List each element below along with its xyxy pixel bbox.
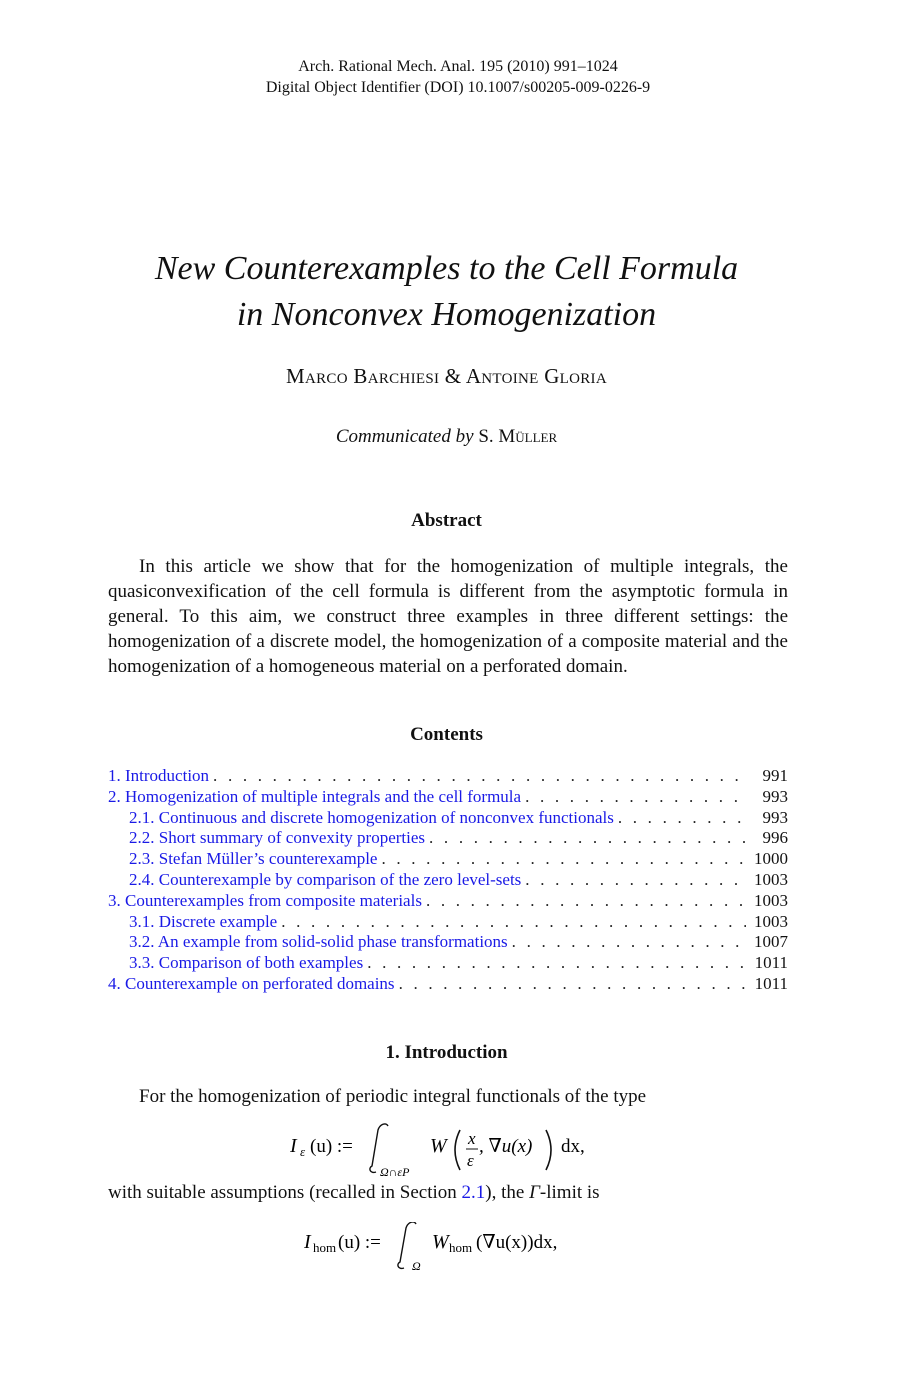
toc-leader <box>525 787 746 808</box>
toc-page: 1003 <box>754 890 788 910</box>
toc-item-3-1[interactable] <box>108 912 788 933</box>
toc-page: 993 <box>762 807 788 827</box>
eq2-W: W <box>432 1231 449 1253</box>
toc-item-composite[interactable] <box>108 891 788 912</box>
gamma-symbol: Γ <box>529 1182 540 1203</box>
toc-page: 1000 <box>754 849 788 869</box>
toc-label[interactable]: 3.2. An example from solid-solid phase transformations <box>129 932 508 952</box>
eq1-eps-sub: ε <box>300 1144 306 1159</box>
toc-item-2-3[interactable] <box>108 849 788 870</box>
eq2-arg: (u) := <box>338 1232 381 1253</box>
toc-leader <box>399 974 746 995</box>
toc-page: 1007 <box>754 932 788 952</box>
eq1-int-sub: Ω∩εP <box>380 1165 410 1178</box>
eq1-dx: dx, <box>561 1136 585 1157</box>
eq2-hom-sub: hom <box>313 1240 337 1255</box>
toc-leader <box>213 766 746 787</box>
section-heading: 1. Introduction <box>385 1042 508 1063</box>
toc-item-3-3[interactable] <box>108 953 788 974</box>
toc-item-2-2[interactable] <box>108 828 788 849</box>
eq2-int-sub: Ω <box>412 1259 421 1273</box>
toc-label[interactable]: 2. Homogenization of multiple integrals and the cell formula <box>108 786 522 806</box>
toc-page: 1011 <box>754 973 788 993</box>
journal-citation: Arch. Rational Mech. Anal. 195 (2010) 991–1024 <box>298 58 618 75</box>
eq1-I: I <box>290 1135 297 1157</box>
toc-label[interactable]: 2.2. Short summary of convexity properties <box>129 828 426 848</box>
table-of-contents <box>108 766 788 995</box>
abstract-text: In this article we show that for the homogenization of multiple integrals, the quasiconvexification of the cell formula is different from the asymptotic formula in general. To this aim, we construct three examples in three different settings: the homogenization of a discrete model, the homogenization of a composite material and the homogenization of a homogeneous material on a perforated domain. <box>108 556 788 677</box>
toc-leader <box>367 953 746 974</box>
toc-page: 1003 <box>754 911 788 931</box>
toc-leader <box>429 828 746 849</box>
toc-leader <box>618 808 746 829</box>
journal-header <box>0 56 916 98</box>
eq1-arg: (u) := <box>310 1136 353 1157</box>
toc-item-homogenization[interactable] <box>108 787 788 808</box>
title-line-1: New Counterexamples to the Cell Formula <box>154 250 739 287</box>
gamma-limit-paragraph <box>108 1182 600 1204</box>
equation-2 <box>304 1222 594 1274</box>
toc-page: 991 <box>762 766 788 785</box>
contents-heading: Contents <box>410 724 483 745</box>
toc-leader <box>512 932 746 953</box>
eq1-right-paren <box>546 1130 551 1170</box>
toc-label[interactable]: 4. Counterexample on perforated domains <box>108 973 395 993</box>
toc-page: 993 <box>762 786 788 806</box>
eq1-gradient: , ∇u(x) <box>479 1136 533 1157</box>
section-2-1-link[interactable]: 2.1 <box>461 1182 486 1203</box>
doi-line: Digital Object Identifier (DOI) 10.1007/s00205-009-0226-9 <box>265 79 651 96</box>
toc-item-perforated[interactable] <box>108 974 788 995</box>
toc-item-3-2[interactable] <box>108 932 788 953</box>
toc-item-2-1[interactable] <box>108 808 788 829</box>
paper-title <box>0 246 893 338</box>
abstract-heading: Abstract <box>411 510 482 531</box>
eq2-hom-sub2: hom <box>449 1240 473 1255</box>
toc-label[interactable]: 2.4. Counterexample by comparison of the zero level-sets <box>129 869 522 889</box>
eq1-W: W <box>430 1135 447 1157</box>
para2-text-a: with suitable assumptions (recalled in Section <box>108 1182 462 1203</box>
toc-label[interactable]: 3. Counterexamples from composite materials <box>108 890 422 910</box>
eq1-left-paren <box>455 1130 460 1170</box>
toc-label[interactable]: 1. Introduction <box>108 766 210 785</box>
toc-label[interactable]: 3.1. Discrete example <box>129 911 278 931</box>
toc-page: 1003 <box>754 869 788 889</box>
toc-leader <box>426 891 746 912</box>
authors: Marco Barchiesi & Antoine Gloria <box>285 364 607 388</box>
eq2-I: I <box>304 1231 311 1253</box>
toc-leader <box>525 870 746 891</box>
toc-item-2-4[interactable] <box>108 870 788 891</box>
toc-page: 1011 <box>754 953 788 973</box>
toc-page: 996 <box>762 828 788 848</box>
toc-label[interactable]: 2.1. Continuous and discrete homogenization of nonconvex functionals <box>129 807 614 827</box>
eq1-frac-den: ε <box>467 1151 474 1170</box>
communicator-name: S. Müller <box>478 426 558 447</box>
toc-leader <box>281 912 746 933</box>
eq1-frac-num: x <box>468 1129 476 1148</box>
communicated-prefix: Communicated by <box>335 426 474 447</box>
toc-leader <box>381 849 746 870</box>
para2-text-b: ), the <box>485 1182 530 1203</box>
eq2-rest: (∇u(x))dx, <box>476 1232 558 1253</box>
equation-1 <box>290 1122 610 1178</box>
para2-text-c: -limit is <box>539 1182 600 1203</box>
title-line-2: in Nonconvex Homogenization <box>236 296 657 333</box>
intro-paragraph: For the homogenization of periodic integral functionals of the type <box>139 1086 647 1107</box>
toc-label[interactable]: 3.3. Comparison of both examples <box>129 953 364 973</box>
toc-item-introduction[interactable] <box>108 766 788 787</box>
communicated-by <box>0 426 893 448</box>
toc-label[interactable]: 2.3. Stefan Müller’s counterexample <box>129 849 378 869</box>
